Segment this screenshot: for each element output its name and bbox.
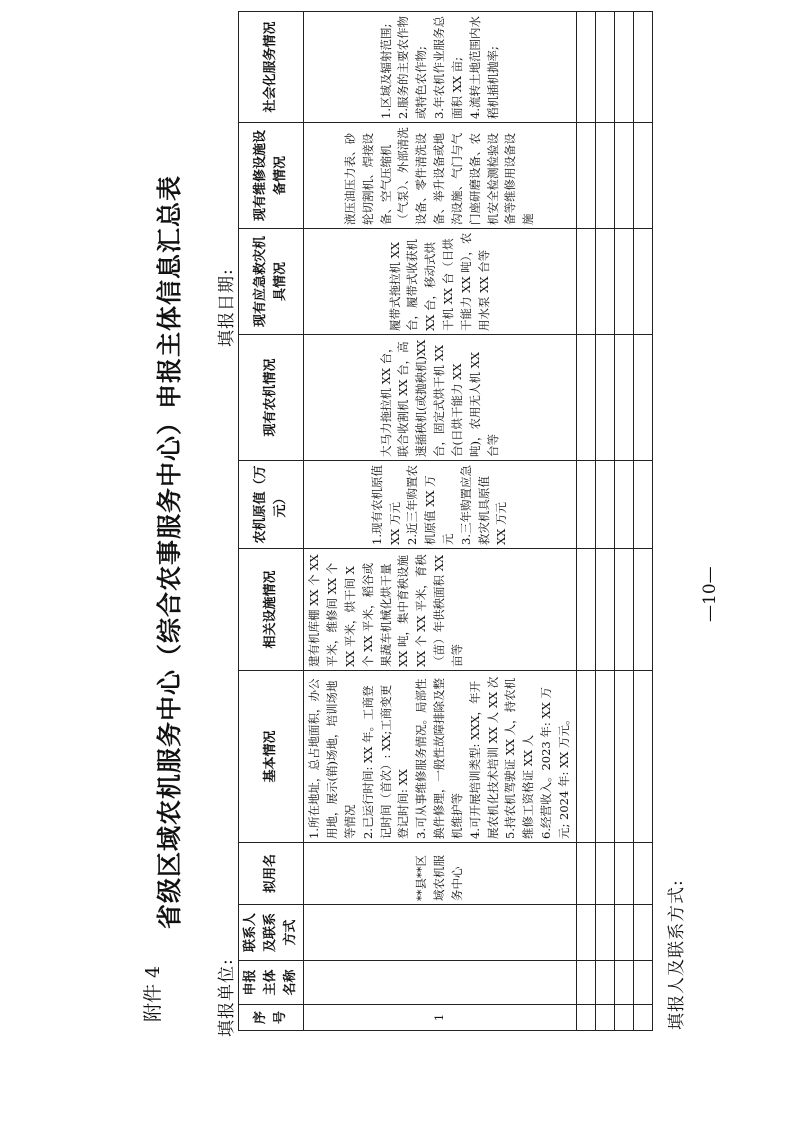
cell-original-value	[304, 461, 576, 549]
table-row	[304, 12, 576, 1031]
col-header-social-service: 社会化服务情况	[239, 12, 304, 123]
cell-contact	[304, 905, 576, 961]
cell-basic	[304, 671, 576, 843]
col-header-name: 申报主体名称	[239, 961, 304, 1005]
basic-line: 3.可从事维修服务情况。局部性换件修理，一般性故障排除及整机维护等	[414, 678, 464, 839]
cell-maintenance: 液压油压力表、砂轮切割机、焊接设备、空气压缩机（气泵）、外部清洗设备、零件清洗设备、举升设备或地沟设施、气门与气门座研磨设备、农机安全检测检验设备等维修用设备设施	[304, 123, 576, 229]
attachment-label: 附件 4	[142, 965, 164, 1022]
col-header-contact: 联系人及联系方式	[239, 905, 304, 961]
value-line: 3.三年购置应急救灾机具原值 XX 万元	[458, 465, 509, 545]
summary-table-container	[238, 12, 638, 1031]
empty-table-row	[576, 12, 595, 1031]
fill-date-label: 填报日期:	[217, 268, 237, 347]
cell-name	[304, 961, 576, 1005]
col-header-facilities: 相关设施情况	[239, 549, 304, 671]
cell-facilities: 建有机库棚 XX 个 XX 平米，维修间 XX 个 XX 平米，烘干间 X 个 XX 平米，稻谷或果蔬车机械化烘干量 XX 吨，集中育秧设施 XX 个 XX 平米，育秧（苗）年供秧面积 XX 亩等	[304, 549, 576, 671]
fill-unit-label: 填报单位:	[217, 958, 237, 1037]
basic-line: 2.已运行时间: XX 年。工商登记时间（首次）: XX;工商变更登记时间: XX	[360, 684, 411, 839]
table-header-row	[239, 12, 304, 1031]
filler-contact-label: 填报人及联系方式:	[667, 879, 687, 1030]
empty-table-row	[633, 12, 652, 1031]
page-number: —10—	[700, 566, 720, 622]
col-header-emergency: 现有应急救灾机具情况	[239, 229, 304, 335]
value-line: 1.现有农机原值 XX 万元	[369, 465, 402, 545]
basic-line: 5.持农机驾驶证 XX 人，持农机维修工资格证 XX 人	[503, 677, 536, 839]
service-line: 4.流转土地范围内水稻机插机抛率;	[467, 16, 500, 119]
document-title: 省级区域农机服务中心（综合农事服务中心）申报主体信息汇总表	[155, 175, 184, 930]
col-header-maintenance: 现有维修设施设备情况	[239, 123, 304, 229]
col-header-basic: 基本情况	[239, 671, 304, 843]
service-line: 2.服务的主要农作物或特色农作物;	[396, 16, 429, 119]
cell-machinery: 大马力拖拉机 XX 台，联合收割机 XX 台，高速插秧机(或抛秧机)XX 台，固定式烘干机 XX 台(日烘干能力 XX 吨)，农用无人机 XX 台等	[304, 335, 576, 461]
service-line: 1.区域及辐射范围;	[378, 23, 393, 119]
summary-table	[238, 11, 653, 1031]
col-header-index: 序号	[239, 1005, 304, 1031]
basic-line: 6.经营收入。2023 年: XX 万元; 2024 年: XX 万元。	[538, 687, 571, 839]
col-header-original-value: 农机原值（万元）	[239, 461, 304, 549]
service-line: 3.年农机作业服务总面积 XX 亩;	[432, 16, 464, 119]
cell-index: 1	[304, 1005, 576, 1031]
cell-emergency: 履带式拖拉机 XX 台，履带式收获机 XX 台，移动式烘干机 XX 台（日烘干能力 XX 吨），农用水泵 XX 台等	[304, 229, 576, 335]
basic-line: 1.所在地址，总占地面积，办公用地，展示(销)场地，培训场地等情况	[307, 678, 358, 839]
col-header-machinery: 现有农机情况	[239, 335, 304, 461]
basic-line: 4.可开展培训类型: XXX，年开展农机化技术培训 XX 人 XX 次	[467, 676, 500, 839]
empty-table-row	[614, 12, 633, 1031]
cell-social-service	[304, 12, 576, 123]
value-line: 2.近三年购置农机原值 XX 万元	[405, 465, 456, 545]
cell-proposed-name: **县**区域农机服务中心	[304, 843, 576, 905]
col-header-proposed-name: 拟用名	[239, 843, 304, 905]
empty-table-row	[595, 12, 614, 1031]
